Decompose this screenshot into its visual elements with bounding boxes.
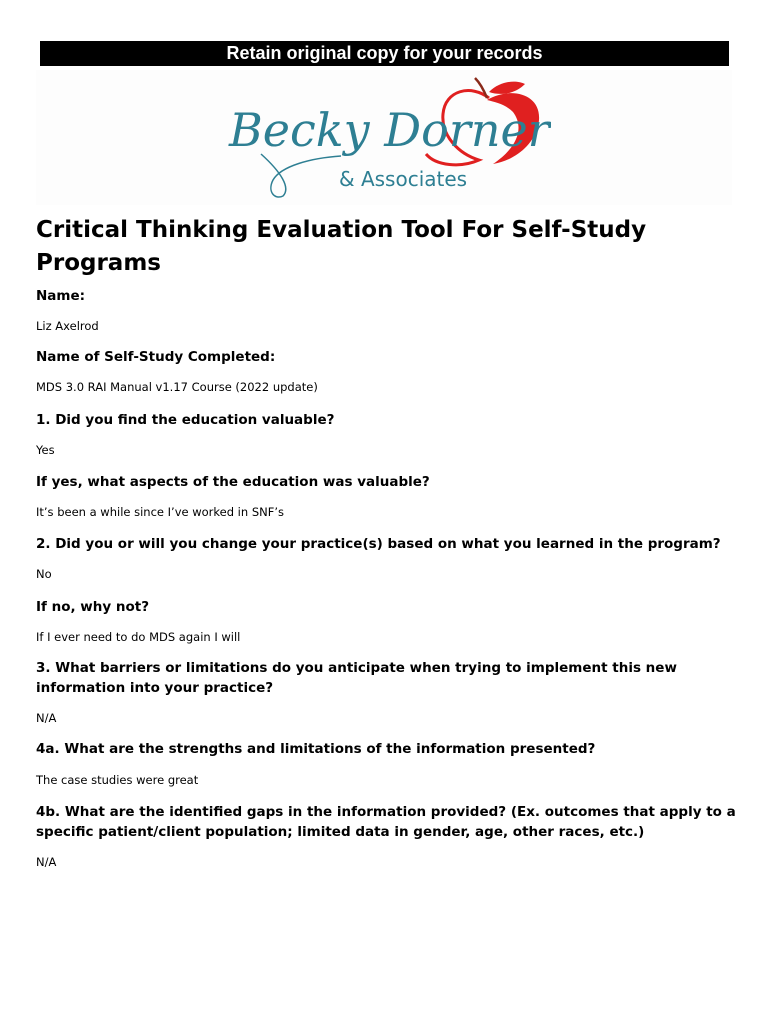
- logo-swash: [261, 154, 341, 197]
- question-2-followup-answer: If I ever need to do MDS again I will: [36, 630, 241, 644]
- logo-sub-text: & Associates: [339, 167, 468, 191]
- field-value-self-study: MDS 3.0 RAI Manual v1.17 Course (2022 update): [36, 380, 318, 394]
- logo-name-text: Becky Dorner: [229, 103, 550, 157]
- apple-stem: [475, 78, 487, 98]
- becky-dorner-logo-graphic: [221, 76, 551, 201]
- question-4a-answer: The case studies were great: [36, 773, 199, 787]
- question-2-followup-label: If no, why not?: [36, 599, 150, 615]
- field-value-name: Liz Axelrod: [36, 319, 99, 333]
- question-4b-label: 4b. What are the identified gaps in the information provided? (Ex. outcomes that apply to a specific patient/client population; limited data in gender, age, other races, etc.): [36, 804, 736, 840]
- question-2-answer: No: [36, 567, 52, 581]
- question-3-label: 3. What barriers or limitations do you anticipate when trying to implement this new information into your practice?: [36, 660, 677, 696]
- question-1-followup-answer: It’s been a while since I’ve worked in SNF’s: [36, 505, 284, 519]
- question-4b-answer: N/A: [36, 855, 57, 869]
- question-1-followup-label: If yes, what aspects of the education was valuable?: [36, 474, 430, 490]
- field-label-self-study: Name of Self-Study Completed:: [36, 349, 276, 365]
- question-1-label: 1. Did you find the education valuable?: [36, 412, 335, 428]
- page-title: Critical Thinking Evaluation Tool For Self-Study Programs: [36, 217, 647, 276]
- retain-copy-banner: Retain original copy for your records: [40, 41, 729, 66]
- question-3-answer: N/A: [36, 711, 57, 725]
- field-label-name: Name:: [36, 288, 86, 304]
- question-1-answer: Yes: [36, 443, 55, 457]
- apple-leaf: [489, 82, 525, 94]
- question-2-label: 2. Did you or will you change your practice(s) based on what you learned in the program?: [36, 536, 721, 552]
- question-4a-label: 4a. What are the strengths and limitations of the information presented?: [36, 741, 596, 757]
- company-logo: [36, 70, 732, 205]
